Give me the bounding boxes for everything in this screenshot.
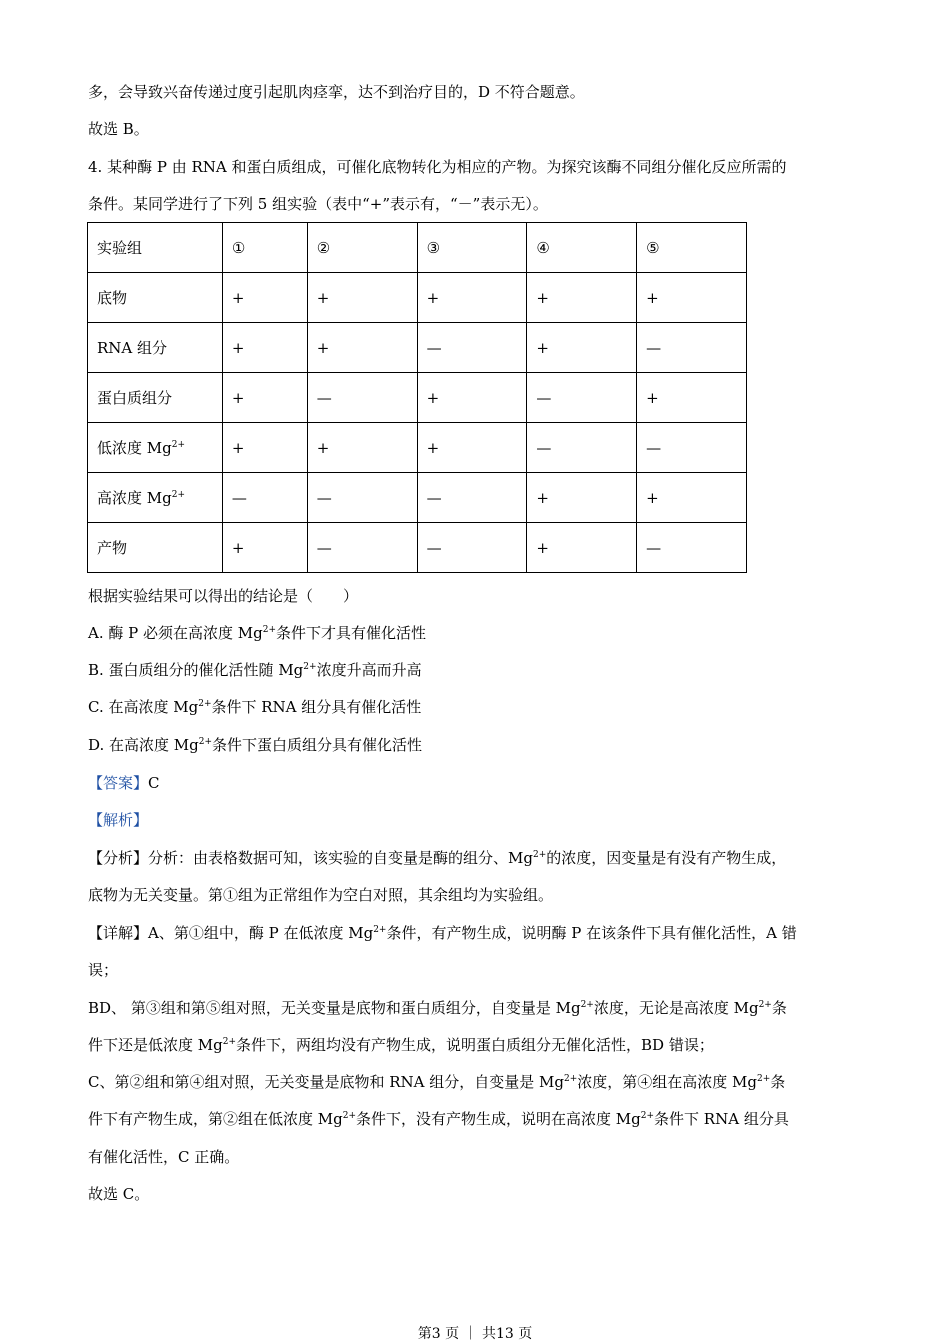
text-span: 的浓度，因变量是有没有产物生成， bbox=[546, 849, 787, 867]
table-cell: + bbox=[417, 423, 527, 473]
table-row bbox=[88, 373, 747, 423]
text-span: 浓度，第④组在高浓度 Mg bbox=[577, 1073, 758, 1091]
table-cell: + bbox=[637, 273, 747, 323]
table-cell: — bbox=[417, 523, 527, 573]
answer-value: C bbox=[148, 774, 160, 792]
table-cell: — bbox=[307, 373, 417, 423]
row-label: 底物 bbox=[97, 289, 128, 307]
option-d-text: D. 在高浓度 Mg bbox=[88, 736, 199, 754]
table-row bbox=[88, 273, 747, 323]
header-cell-label: 实验组 bbox=[88, 223, 223, 273]
experiment-table bbox=[87, 222, 747, 573]
table-cell: + bbox=[527, 523, 637, 573]
prev-answer-line: 故选 B。 bbox=[88, 120, 149, 138]
text-span: 【分析】分析：由表格数据可知，该实验的自变量是酶的组分、Mg bbox=[88, 849, 533, 867]
table-cell: + bbox=[222, 523, 307, 573]
row-label: RNA 组分 bbox=[97, 339, 168, 357]
row-label-cell bbox=[88, 523, 223, 573]
table-cell: + bbox=[417, 273, 527, 323]
text-span: BD、 第③组和第⑤组对照，无关变量是底物和蛋白质组分，自变量是 Mg bbox=[88, 999, 581, 1017]
table-cell: — bbox=[307, 473, 417, 523]
header-cell-group: ② bbox=[307, 223, 417, 273]
table-cell: + bbox=[527, 273, 637, 323]
header-cell-group: ① bbox=[222, 223, 307, 273]
superscript: 2+ bbox=[222, 1037, 237, 1047]
detail-line-4 bbox=[88, 1035, 714, 1055]
table-row bbox=[88, 473, 747, 523]
text-span: 件下还是低浓度 Mg bbox=[88, 1036, 223, 1054]
header-cell-group: ⑤ bbox=[637, 223, 747, 273]
text-span: 条 bbox=[770, 1073, 786, 1091]
table-cell: + bbox=[222, 273, 307, 323]
page-footer: 第3 页 ｜ 共13 页 bbox=[417, 1326, 533, 1342]
option-a bbox=[88, 623, 426, 643]
option-a-text-end: 条件下才具有催化活性 bbox=[276, 624, 427, 642]
text-span: 条件，有产物生成，说明酶 P 在该条件下具有催化活性，A 错 bbox=[386, 924, 797, 942]
superscript: 2+ bbox=[198, 737, 213, 747]
detail-line-8: 故选 C。 bbox=[88, 1185, 150, 1203]
option-d bbox=[88, 735, 422, 755]
superscript: 2+ bbox=[580, 1000, 594, 1010]
table-cell: — bbox=[637, 423, 747, 473]
option-b-text: B. 蛋白质组分的催化活性随 Mg bbox=[88, 661, 304, 679]
table-cell: + bbox=[307, 323, 417, 373]
analysis-line-1 bbox=[88, 848, 786, 868]
detail-line-6 bbox=[88, 1109, 789, 1129]
table-cell: — bbox=[417, 473, 527, 523]
question-prompt: 根据实验结果可以得出的结论是（ ） bbox=[88, 587, 359, 605]
table-cell: + bbox=[527, 323, 637, 373]
table-row bbox=[88, 323, 747, 373]
option-b-text-end: 浓度升高而升高 bbox=[316, 661, 422, 679]
table-cell: — bbox=[307, 523, 417, 573]
text-span: 条件下，两组均没有产物生成，说明蛋白质组分无催化活性，BD 错误； bbox=[236, 1036, 714, 1054]
superscript: 2+ bbox=[758, 1000, 772, 1010]
detail-line-2: 误； bbox=[88, 961, 119, 979]
header-cell-group: ③ bbox=[417, 223, 527, 273]
table-cell: — bbox=[527, 423, 637, 473]
table-row bbox=[88, 523, 747, 573]
text-span: 条件下 RNA 组分具 bbox=[654, 1110, 789, 1128]
option-a-text: A. 酶 P 必须在高浓度 Mg bbox=[88, 624, 263, 642]
table-cell: + bbox=[307, 273, 417, 323]
option-b bbox=[88, 660, 422, 680]
text-span: 【详解】A、第①组中，酶 P 在低浓度 Mg bbox=[88, 924, 374, 942]
text-span: 浓度，无论是高浓度 Mg bbox=[593, 999, 759, 1017]
superscript: 2+ bbox=[342, 1111, 357, 1121]
table-cell: — bbox=[637, 323, 747, 373]
row-label: 产物 bbox=[97, 539, 128, 557]
table-cell: — bbox=[222, 473, 307, 523]
text-span: 件下有产物生成，第②组在低浓度 Mg bbox=[88, 1110, 343, 1128]
table-cell: + bbox=[307, 423, 417, 473]
table-cell: + bbox=[527, 473, 637, 523]
table-cell: + bbox=[637, 473, 747, 523]
superscript: 2+ bbox=[303, 662, 317, 672]
superscript: 2+ bbox=[171, 490, 186, 500]
header-cell-group: ④ bbox=[527, 223, 637, 273]
prev-solution-line: 多，会导致兴奋传递过度引起肌肉痉挛，达不到治疗目的，D 不符合题意。 bbox=[88, 83, 585, 101]
detail-line-5 bbox=[88, 1072, 785, 1092]
superscript: 2+ bbox=[640, 1111, 655, 1121]
option-c-text: C. 在高浓度 Mg bbox=[88, 698, 199, 716]
superscript: 2+ bbox=[262, 625, 277, 635]
table-cell: + bbox=[222, 373, 307, 423]
option-c-text-end: 条件下 RNA 组分具有催化活性 bbox=[211, 698, 422, 716]
row-label-cell bbox=[88, 473, 223, 523]
question-stem-line-2: 条件。某同学进行了下列 5 组实验（表中“+”表示有，“－”表示无）。 bbox=[88, 195, 548, 213]
table-cell: — bbox=[417, 323, 527, 373]
table-cell: — bbox=[527, 373, 637, 423]
row-label-cell bbox=[88, 373, 223, 423]
detail-line-3 bbox=[88, 998, 787, 1018]
row-label: 高浓度 Mg bbox=[97, 489, 172, 507]
detail-line-1 bbox=[88, 923, 797, 943]
text-span: 条件下，没有产物生成，说明在高浓度 Mg bbox=[356, 1110, 641, 1128]
text-span: C、第②组和第④组对照，无关变量是底物和 RNA 组分，自变量是 Mg bbox=[88, 1073, 564, 1091]
question-stem-line-1: 4. 某种酶 P 由 RNA 和蛋白质组成，可催化底物转化为相应的产物。为探究该酶不同组分催化反应所需的 bbox=[88, 158, 787, 176]
option-d-text-end: 条件下蛋白质组分具有催化活性 bbox=[212, 736, 423, 754]
answer-tag: 【答案】 bbox=[88, 774, 149, 792]
superscript: 2+ bbox=[198, 699, 212, 709]
row-label-cell bbox=[88, 273, 223, 323]
table-row bbox=[88, 423, 747, 473]
row-label-cell bbox=[88, 323, 223, 373]
detail-line-7: 有催化活性，C 正确。 bbox=[88, 1148, 240, 1166]
table-cell: + bbox=[637, 373, 747, 423]
answer-line bbox=[88, 773, 160, 793]
analysis-tag: 【解析】 bbox=[88, 811, 149, 829]
row-label: 蛋白质组分 bbox=[97, 389, 173, 407]
row-label: 低浓度 Mg bbox=[97, 439, 172, 457]
superscript: 2+ bbox=[564, 1074, 578, 1084]
superscript: 2+ bbox=[757, 1074, 771, 1084]
table-cell: — bbox=[637, 523, 747, 573]
superscript: 2+ bbox=[373, 925, 387, 935]
superscript: 2+ bbox=[532, 850, 547, 860]
table-header-row bbox=[88, 223, 747, 273]
table-cell: + bbox=[222, 423, 307, 473]
text-span: 条 bbox=[771, 999, 787, 1017]
row-label-cell bbox=[88, 423, 223, 473]
option-c bbox=[88, 697, 421, 717]
table-cell: + bbox=[417, 373, 527, 423]
analysis-line-2: 底物为无关变量。第①组为正常组作为空白对照，其余组均为实验组。 bbox=[88, 886, 554, 904]
table-cell: + bbox=[222, 323, 307, 373]
superscript: 2+ bbox=[171, 440, 186, 450]
